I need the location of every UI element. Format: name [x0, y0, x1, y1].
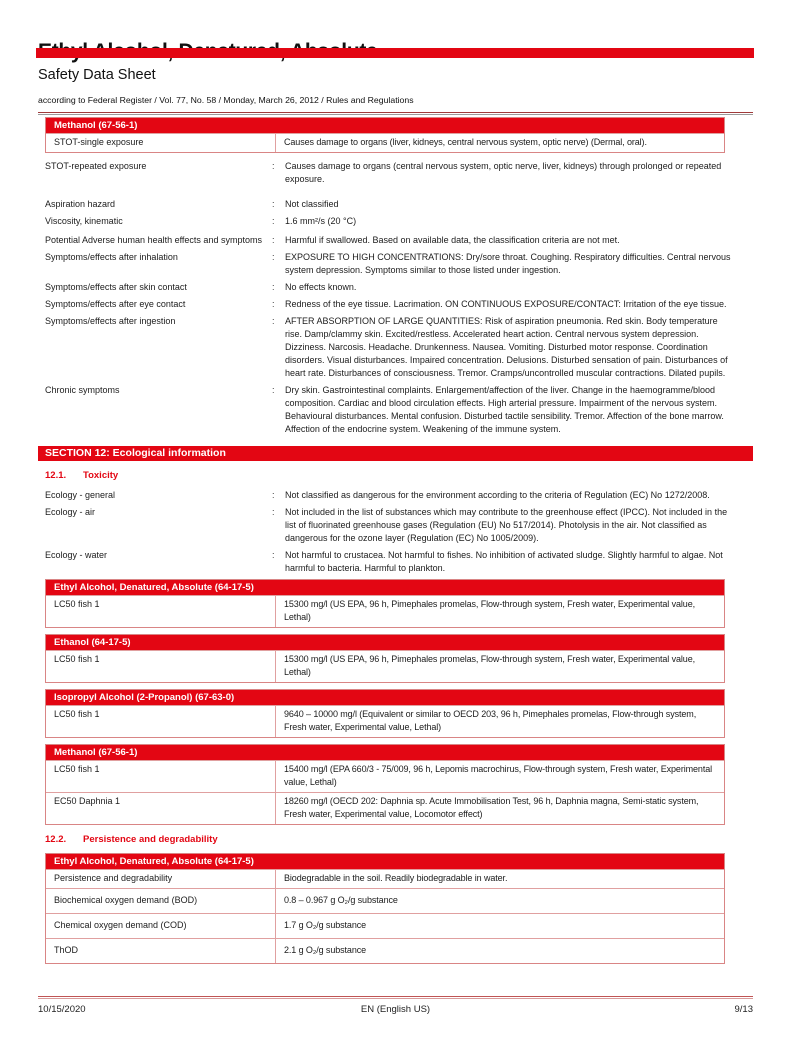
table-toxicity-ethanol [45, 634, 725, 683]
colon-separator: : [272, 161, 275, 171]
colon-separator: : [272, 316, 275, 326]
row-value: Not classified as dangerous for the environment according to the criteria of Regulation (EC) No 1272/2008. [285, 490, 710, 500]
sds-document-page [0, 40, 791, 1064]
row-label: Ecology - air [45, 507, 96, 517]
row-label: Symptoms/effects after eye contact [45, 299, 186, 309]
row-value: 15300 mg/l (US EPA, 96 h, Pimephales promelas, Flow-through system, Fresh water, Experimental value, Lethal) [284, 654, 696, 677]
row-value: Redness of the eye tissue. Lacrimation. ON CONTINUOUS EXPOSURE/CONTACT: Irritation of the eye tissue. [285, 299, 727, 309]
row-label: ThOD [46, 939, 276, 963]
row-value: Dry skin. Gastrointestinal complaints. Enlargement/affection of the liver. Change in the haemogramme/blood composition. Cardiac and blood circulation effects. High arterial pressure. Impairment of the nervous system. Behavioural disturbances. Mental confusion. Disturbed tactile sensibility. Tremor. Affection of the bone marrow. Affection of the endocrine system. Weakening of the immune system. [285, 385, 724, 434]
row-label: EC50 Daphnia 1 [46, 793, 276, 824]
row-value: No effects known. [285, 282, 357, 292]
row-label: Symptoms/effects after ingestion [45, 316, 176, 326]
row-label: Biochemical oxygen demand (BOD) [46, 889, 276, 913]
table-row [46, 938, 724, 963]
table-row [46, 792, 724, 824]
table-row [46, 705, 724, 737]
subsection-title: Toxicity [83, 470, 119, 481]
document-subtitle: Safety Data Sheet [38, 67, 156, 83]
table-row [46, 595, 724, 627]
row-value: 9640 – 10000 mg/l (Equivalent or similar to OECD 203, 96 h, Pimephales promelas, Flow-through system, Fresh water, Experimental value, Lethal) [284, 709, 697, 732]
row-value: Causes damage to organs (liver, kidneys, central nervous system, optic nerve) (Dermal, oral). [284, 137, 647, 147]
row-value: 15300 mg/l (US EPA, 96 h, Pimephales promelas, Flow-through system, Fresh water, Experimental value, Lethal) [284, 599, 696, 622]
table-row [46, 760, 724, 792]
row-label: Ecology - general [45, 490, 116, 500]
subsection-12-2-heading [45, 833, 753, 846]
row-value: 1.7 g O₂/g substance [284, 920, 367, 930]
table-header: Isopropyl Alcohol (2-Propanol) (67-63-0) [46, 690, 724, 705]
colon-separator: : [272, 385, 275, 395]
row-label: STOT-repeated exposure [45, 161, 147, 171]
page-content [0, 40, 791, 964]
colon-separator: : [272, 199, 275, 209]
colon-separator: : [272, 235, 275, 245]
table-toxicity-methanol [45, 744, 725, 825]
ecology-list [45, 489, 753, 575]
row-label: Potential Adverse human health effects and symptoms [45, 235, 262, 245]
definition-row [45, 315, 753, 380]
page-footer [38, 996, 753, 1016]
health-effects-list [45, 160, 753, 436]
definition-row [45, 281, 753, 294]
footer-date: 10/15/2020 [38, 1004, 86, 1015]
definition-row [45, 489, 753, 502]
table-row [46, 650, 724, 682]
page-top-red-bar [36, 48, 754, 58]
row-label: Symptoms/effects after skin contact [45, 282, 187, 292]
row-label: Ecology - water [45, 550, 108, 560]
table-header: Ethanol (64-17-5) [46, 635, 724, 650]
table-row [46, 869, 724, 888]
row-value: Harmful if swallowed. Based on available data, the classification criteria are not met. [285, 235, 620, 245]
row-value: Not classified [285, 199, 339, 209]
row-value: AFTER ABSORPTION OF LARGE QUANTITIES: Risk of aspiration pneumonia. Red skin. Body temperature rise. Damp/clammy skin. Excited/restless. Accelerated heart action. Central nervous system depression. Dizziness. Narcosis. Headache. Drunkenness. Nausea. Vomiting. Disturbed motor response. Coordination disorders. Visual disturbances. Impaired concentration. Delusions. Disturbed sensation of pain. Disturbances of heart rate. Disturbances of consciousness. Tremor. Cramps/uncontrolled muscular contractions. Dilated pupils. [285, 316, 728, 378]
row-label: LC50 fish 1 [46, 651, 276, 682]
colon-separator: : [272, 550, 275, 560]
header-divider-rule [38, 112, 753, 115]
row-label: LC50 fish 1 [46, 761, 276, 792]
row-label: Viscosity, kinematic [45, 216, 123, 226]
table-toxicity-isopropyl [45, 689, 725, 738]
colon-separator: : [272, 282, 275, 292]
row-value: Not included in the list of substances which may contribute to the greenhouse effect (IPCC). Not included in the list of fluorinated greenhouse gases (Regulation (EU) No 517/2014). Photolysis in the air. Not classified as dangerous for the ozone layer (Regulation (EC) No 1005/2009). [285, 507, 728, 543]
definition-row [45, 549, 753, 575]
table-persistence-degradability [45, 853, 725, 964]
row-value: Causes damage to organs (central nervous system, optic nerve, liver, kidneys) through prolonged or repeated exposure. [285, 161, 722, 184]
table-header: Methanol (67-56-1) [46, 745, 724, 760]
row-label: STOT-single exposure [46, 134, 276, 152]
table-row [46, 913, 724, 938]
row-label: LC50 fish 1 [46, 706, 276, 737]
row-value: 2.1 g O₂/g substance [284, 945, 367, 955]
table-row [46, 888, 724, 913]
definition-row [45, 234, 753, 247]
colon-separator: : [272, 252, 275, 262]
footer-text-row [38, 1003, 753, 1016]
colon-separator: : [272, 490, 275, 500]
table-methanol-stot [45, 117, 725, 153]
table-header: Methanol (67-56-1) [46, 118, 724, 133]
row-value: 15400 mg/l (EPA 660/3 - 75/009, 96 h, Lepomis macrochirus, Flow-through system, Fresh water, Experimental value, Lethal) [284, 764, 713, 787]
table-toxicity-ethyl-alcohol [45, 579, 725, 628]
definition-row [45, 506, 753, 545]
subsection-number: 12.2. [45, 834, 67, 845]
subsection-12-1-heading [45, 469, 753, 482]
colon-separator: : [272, 507, 275, 517]
footer-page-number: 9/13 [734, 1004, 753, 1015]
definition-row [45, 251, 753, 277]
row-label: LC50 fish 1 [46, 596, 276, 627]
subsection-number: 12.1. [45, 470, 67, 481]
row-value: 18260 mg/l (OECD 202: Daphnia sp. Acute Immobilisation Test, 96 h, Daphnia magna, Semi-static system, Fresh water, Experimental value, Locomotor effect) [284, 796, 699, 819]
table-row [46, 133, 724, 152]
table-header: Ethyl Alcohol, Denatured, Absolute (64-17-5) [46, 580, 724, 595]
row-value: 1.6 mm²/s (20 °C) [285, 216, 357, 226]
row-label: Aspiration hazard [45, 199, 116, 209]
footer-language: EN (English US) [360, 1004, 431, 1015]
subsection-title: Persistence and degradability [83, 834, 218, 845]
colon-separator: : [272, 216, 275, 226]
row-label: Persistence and degradability [46, 870, 276, 888]
colon-separator: : [272, 299, 275, 309]
section-12-banner: SECTION 12: Ecological information [38, 446, 753, 461]
row-value: 0.8 – 0.967 g O₂/g substance [284, 895, 398, 905]
definition-row [45, 298, 753, 311]
definition-row [45, 384, 753, 436]
row-value: Not harmful to crustacea. Not harmful to fishes. No inhibition of activated sludge. Slightly harmful to algae. Not harmful to bacteria. Harmful to plankton. [285, 550, 723, 573]
footer-divider-rule [38, 996, 753, 999]
row-value: Biodegradable in the soil. Readily biodegradable in water. [284, 873, 508, 883]
definition-row [45, 215, 753, 228]
definition-row [45, 198, 753, 211]
row-label: Chronic symptoms [45, 385, 120, 395]
regulation-reference-line: according to Federal Register / Vol. 77, No. 58 / Monday, March 26, 2012 / Rules and Regulations [38, 95, 414, 105]
table-header: Ethyl Alcohol, Denatured, Absolute (64-17-5) [46, 854, 724, 869]
row-label: Chemical oxygen demand (COD) [46, 914, 276, 938]
row-label: Symptoms/effects after inhalation [45, 252, 178, 262]
definition-row [45, 160, 753, 186]
row-value: EXPOSURE TO HIGH CONCENTRATIONS: Dry/sore throat. Coughing. Respiratory difficulties. Central nervous system depression. Symptoms similar to those listed under ingestion. [285, 252, 731, 275]
